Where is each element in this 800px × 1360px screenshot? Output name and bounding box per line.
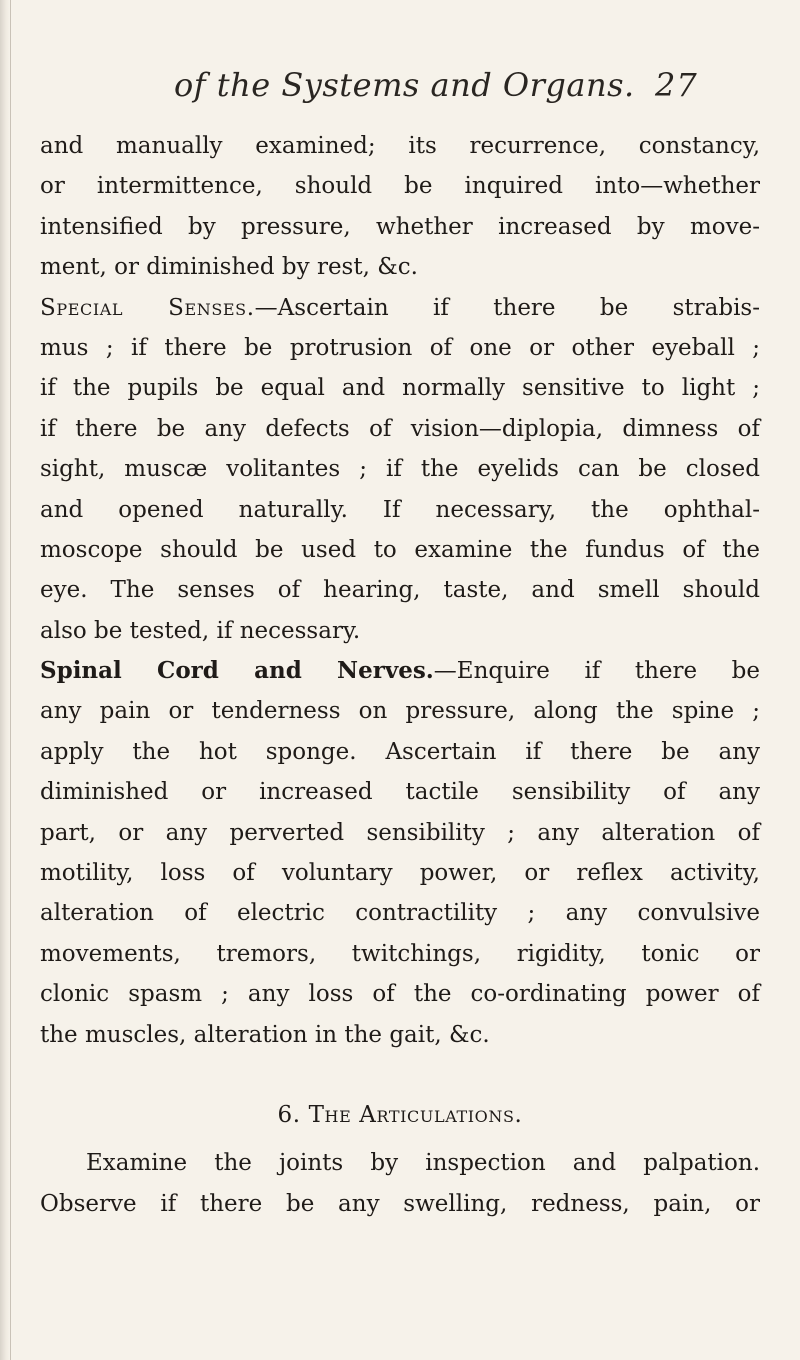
text-line: diminished or increased tactile sensibility of any (40, 779, 760, 806)
text-line: or intermittence, should be inquired into—whether (40, 173, 760, 200)
text-line: the muscles, alteration in the gait, &c. (40, 1021, 490, 1048)
text-line: and opened naturally. If necessary, the ophthal- (40, 496, 760, 523)
text-line: clonic spasm ; any loss of the co-ordinating power of (40, 981, 760, 1008)
special-senses-text: —Ascertain if there be strabis- (254, 294, 760, 321)
text-line: if the pupils be equal and normally sensitive to light ; (40, 375, 760, 402)
section-heading: 6. The Articulations. (277, 1101, 523, 1128)
text-line: moscope should be used to examine the fundus of the (40, 536, 760, 563)
text-line: eye. The senses of hearing, taste, and smell should (40, 577, 760, 604)
text-line: motility, loss of voluntary power, or reflex activity, (40, 860, 760, 887)
spinal-cord-text: —Enquire if there be (433, 658, 760, 685)
text-line: mus ; if there be protrusion of one or other eyeball ; (40, 334, 760, 361)
text-line: sight, muscæ volitantes ; if the eyelids can be closed (40, 456, 760, 483)
text-line: also be tested, if necessary. (40, 617, 361, 644)
spinal-cord-heading: Spinal Cord and Nerves. (40, 657, 434, 685)
page-number: 27 (655, 66, 698, 104)
text-line: apply the hot sponge. Ascertain if there be any (40, 738, 760, 765)
text-line: Examine the joints by inspection and palpation. (86, 1150, 760, 1177)
text-line: ment, or diminished by rest, &c. (40, 254, 418, 281)
spinal-cord-line (40, 651, 760, 691)
page-left-edge (0, 0, 10, 1360)
body-text (40, 126, 760, 1224)
text-line: if there be any defects of vision—diplopia, dimness of (40, 415, 760, 442)
text-line: alteration of electric contractility ; any convulsive (40, 900, 760, 927)
text-line: intensified by pressure, whether increased by move- (40, 213, 760, 240)
special-senses-line (40, 288, 760, 328)
section-spacer (40, 1055, 760, 1087)
text-line: part, or any perverted sensibility ; any alteration of (40, 819, 760, 846)
text-line: any pain or tenderness on pressure, along the spine ; (40, 698, 760, 725)
text-line: and manually examined; its recurrence, constancy, (40, 133, 760, 159)
text-line: Observe if there be any swelling, redness, pain, or (40, 1190, 760, 1217)
text-line: movements, tremors, twitchings, rigidity, tonic or (40, 940, 760, 967)
running-head: of the Systems and Organs. (174, 66, 635, 104)
special-senses-heading: Special Senses. (40, 294, 255, 321)
page-gutter-line (10, 0, 11, 1360)
page-header (0, 66, 800, 108)
